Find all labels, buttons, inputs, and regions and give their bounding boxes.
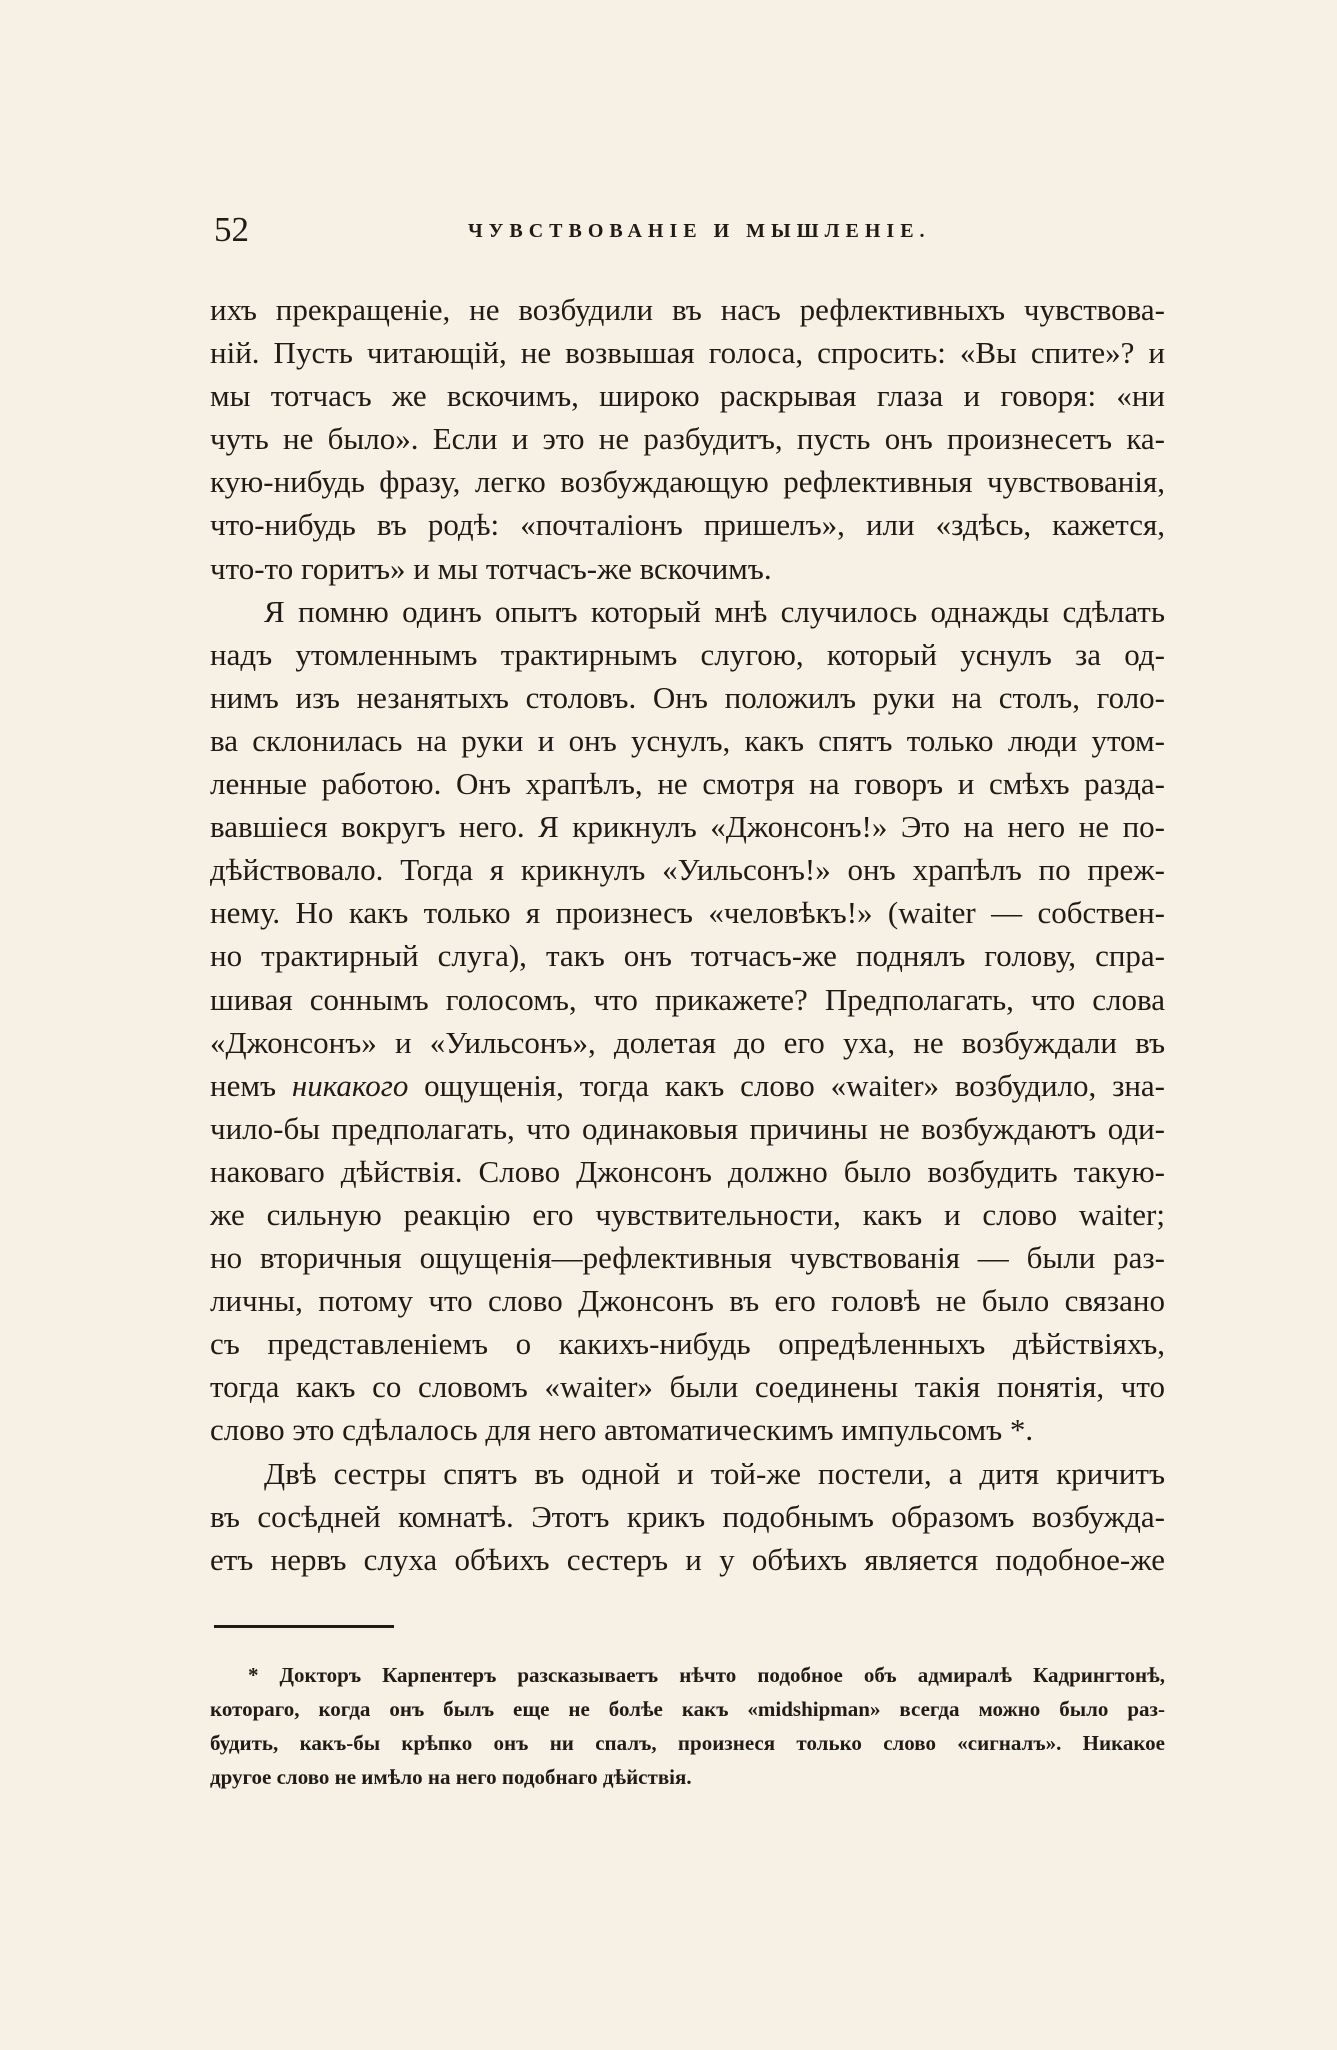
text-line: етъ нервъ слуха обѣихъ сестеръ и у обѣихъ является подобное-же (210, 1541, 1165, 1577)
text-line: тогда какъ со словомъ «waiter» были соединены такія понятія, что (210, 1369, 1165, 1405)
italic-word: никакого (291, 1067, 409, 1103)
text-line: ній. Пусть читающій, не возвышая голоса, спросить: «Вы спите»? и (210, 335, 1165, 371)
text-line: мы тотчасъ же вскочимъ, широко раскрывая глаза и говоря: «ни (210, 378, 1165, 414)
text-line: ленные работою. Онъ храпѣлъ, не смотря на говоръ и смѣхъ разда- (210, 766, 1165, 802)
text-line: нему. Но какъ только я произнесъ «человѣкъ!» (waiter — собствен- (210, 895, 1165, 931)
text-line: нимъ изъ незанятыхъ столовъ. Онъ положилъ руки на столъ, голо- (210, 679, 1165, 715)
text-line: ихъ прекращеніе, не возбудили въ насъ рефлективныхъ чувствова- (210, 292, 1165, 327)
text-line-with-italic (210, 1064, 1165, 1107)
footnote-line: * Докторъ Карпентеръ разсказываетъ нѣчто подобное объ адмиралѣ Кадрингтонѣ, (248, 1663, 1165, 1687)
text-line: что-нибудь въ родѣ: «почталіонъ пришелъ», или «здѣсь, кажется, (210, 507, 1165, 543)
text-line: чило-бы предполагать, что одинаковыя причины не возбуждаютъ оди- (210, 1110, 1165, 1146)
text-line: въ сосѣдней комнатѣ. Этотъ крикъ подобнымъ образомъ возбужда- (210, 1498, 1165, 1534)
text-line: наковаго дѣйствія. Слово Джонсонъ должно было возбудить такую- (210, 1153, 1165, 1189)
text-line: ва склонилась на руки и онъ уснулъ, какъ спятъ только люди утом- (210, 722, 1165, 758)
text-fragment: ощущенія, тогда какъ слово «waiter» возбудило, зна- (408, 1067, 1166, 1103)
text-line: слово это сдѣлалось для него автоматическимъ импульсомъ *. (210, 1412, 1034, 1448)
text-line: съ представленіемъ о какихъ-нибудь опредѣленныхъ дѣйствіяхъ, (210, 1326, 1165, 1362)
text-line: Двѣ сестры спятъ въ одной и той-же постели, а дитя кричитъ (264, 1455, 1165, 1491)
text-line: «Джонсонъ» и «Уильсонъ», долетая до его уха, не возбуждали въ (210, 1024, 1165, 1060)
page-number: 52 (214, 210, 249, 249)
text-fragment: немъ (210, 1067, 292, 1103)
text-line: чуть не было». Если и это не разбудитъ, пусть онъ произнесетъ ка- (210, 421, 1165, 457)
footnote (210, 1658, 1165, 1794)
text-line: дѣйствовало. Тогда я крикнулъ «Уильсонъ!» онъ храпѣлъ по преж- (210, 852, 1165, 888)
running-title: ЧУВСТВОВАНІЕ И МЫШЛЕНІЕ. (468, 220, 931, 242)
text-line: Я помню одинъ опытъ который мнѣ случилось однажды сдѣлать (264, 593, 1165, 629)
page-header (214, 206, 1164, 256)
footnote-divider (214, 1625, 394, 1628)
text-line: кую-нибудь фразу, легко возбуждающую рефлективныя чувствованія, (210, 464, 1165, 500)
text-line: но вторичныя ощущенія—рефлективныя чувствованія — были раз- (210, 1240, 1165, 1276)
footnote-line: котораго, когда онъ былъ еще не болѣе какъ «midshipman» всегда можно было раз- (210, 1697, 1165, 1721)
text-line: же сильную реакцію его чувствительности, какъ и слово waiter; (210, 1196, 1165, 1232)
footnote-line: будить, какъ-бы крѣпко онъ ни спалъ, произнеся только слово «сигналъ». Никакое (210, 1731, 1165, 1755)
text-line: личны, потому что слово Джонсонъ въ его головѣ не было связано (210, 1283, 1165, 1319)
text-line: но трактирный слуга), такъ онъ тотчасъ-же поднялъ голову, спра- (210, 938, 1165, 974)
text-line: что-то горитъ» и мы тотчасъ-же вскочимъ. (210, 550, 772, 586)
main-text (210, 288, 1165, 1581)
footnote-line: другое слово не имѣло на него подобнаго дѣйствія. (210, 1765, 692, 1789)
text-line: вавшіеся вокругъ него. Я крикнулъ «Джонсонъ!» Это на него не по- (210, 809, 1165, 845)
text-line: надъ утомленнымъ трактирнымъ слугою, который уснулъ за од- (210, 636, 1165, 672)
text-line: шивая соннымъ голосомъ, что прикажете? Предполагать, что слова (210, 981, 1165, 1017)
